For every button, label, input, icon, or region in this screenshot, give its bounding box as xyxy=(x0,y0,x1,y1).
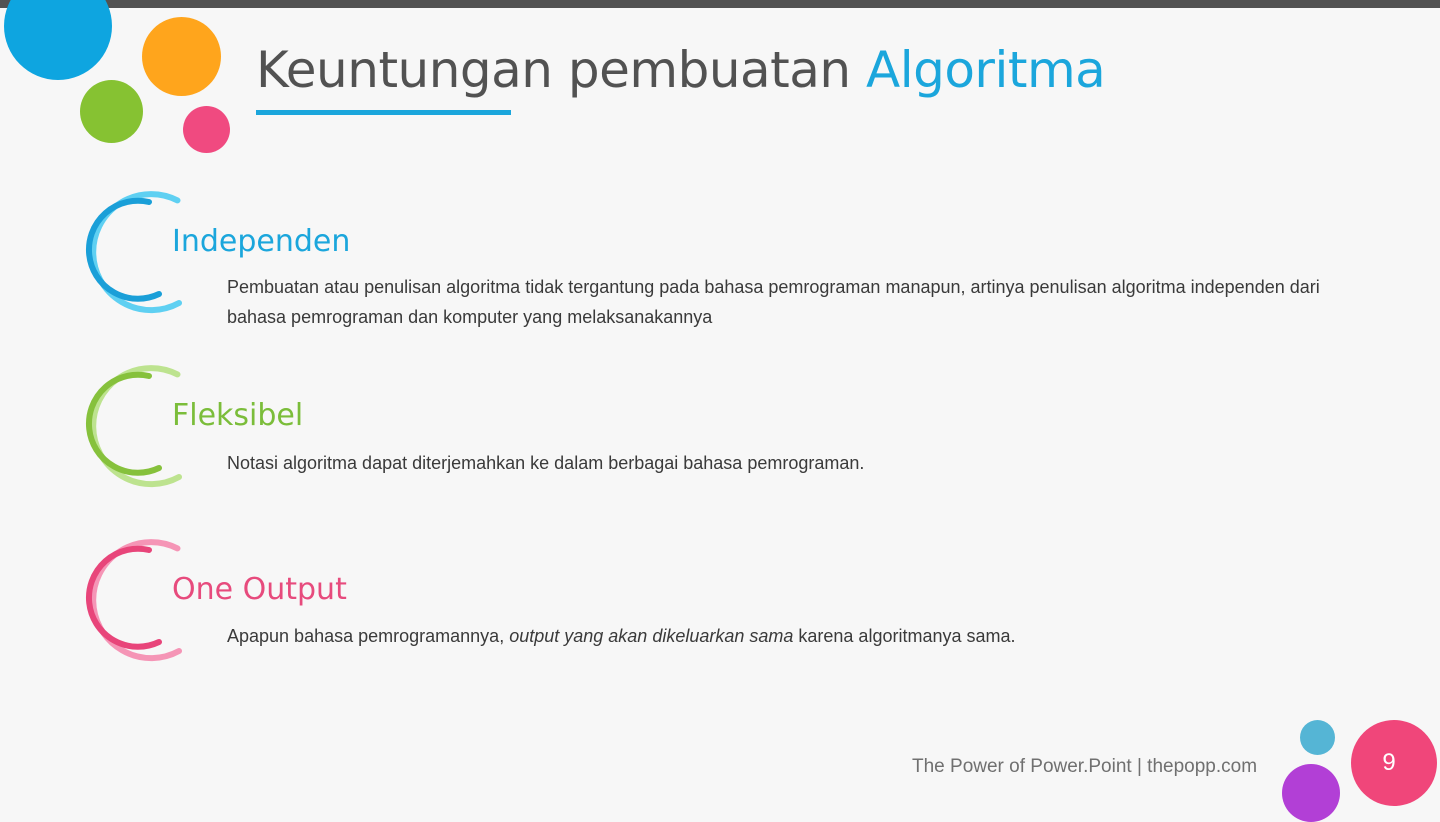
section-body-independen: Pembuatan atau penulisan algoritma tidak tergantung pada bahasa pemrograman manapun, artinya penulisan algoritma independen dari bahasa pemrograman dan komputer yang melaksanakannya xyxy=(227,277,1320,327)
title-underline xyxy=(256,110,511,115)
decor-dot-green xyxy=(80,80,143,143)
slide-title-main: Keuntungan pembuatan xyxy=(256,41,851,99)
section-title-fleksibel: Fleksibel xyxy=(172,398,304,433)
section-body-one-output-before: Apapun bahasa pemrogramannya, xyxy=(227,626,510,646)
section-body-one-output xyxy=(227,621,1327,651)
section-body-one-output-italic: output yang akan dikeluarkan sama xyxy=(509,626,794,646)
page-number-badge: 9 xyxy=(1351,720,1437,806)
footer-credit: The Power of Power.Point | thepopp.com xyxy=(912,756,1258,777)
slide-title xyxy=(256,40,1105,100)
decor-dot-blue xyxy=(4,0,112,80)
section-title-one-output: One Output xyxy=(172,572,347,607)
slide-title-accent: Algoritma xyxy=(866,41,1106,99)
section-body-one-output-after: karena algoritmanya sama. xyxy=(793,626,1016,646)
decor-dot-teal xyxy=(1300,720,1335,755)
top-bar xyxy=(0,0,1440,8)
section-title-independen: Independen xyxy=(172,224,351,259)
decor-dot-pink xyxy=(183,106,230,153)
section-body-fleksibel: Notasi algoritma dapat diterjemahkan ke dalam berbagai bahasa pemrograman. xyxy=(227,453,865,473)
decor-dot-purple xyxy=(1282,764,1340,822)
decor-dot-orange xyxy=(142,17,221,96)
